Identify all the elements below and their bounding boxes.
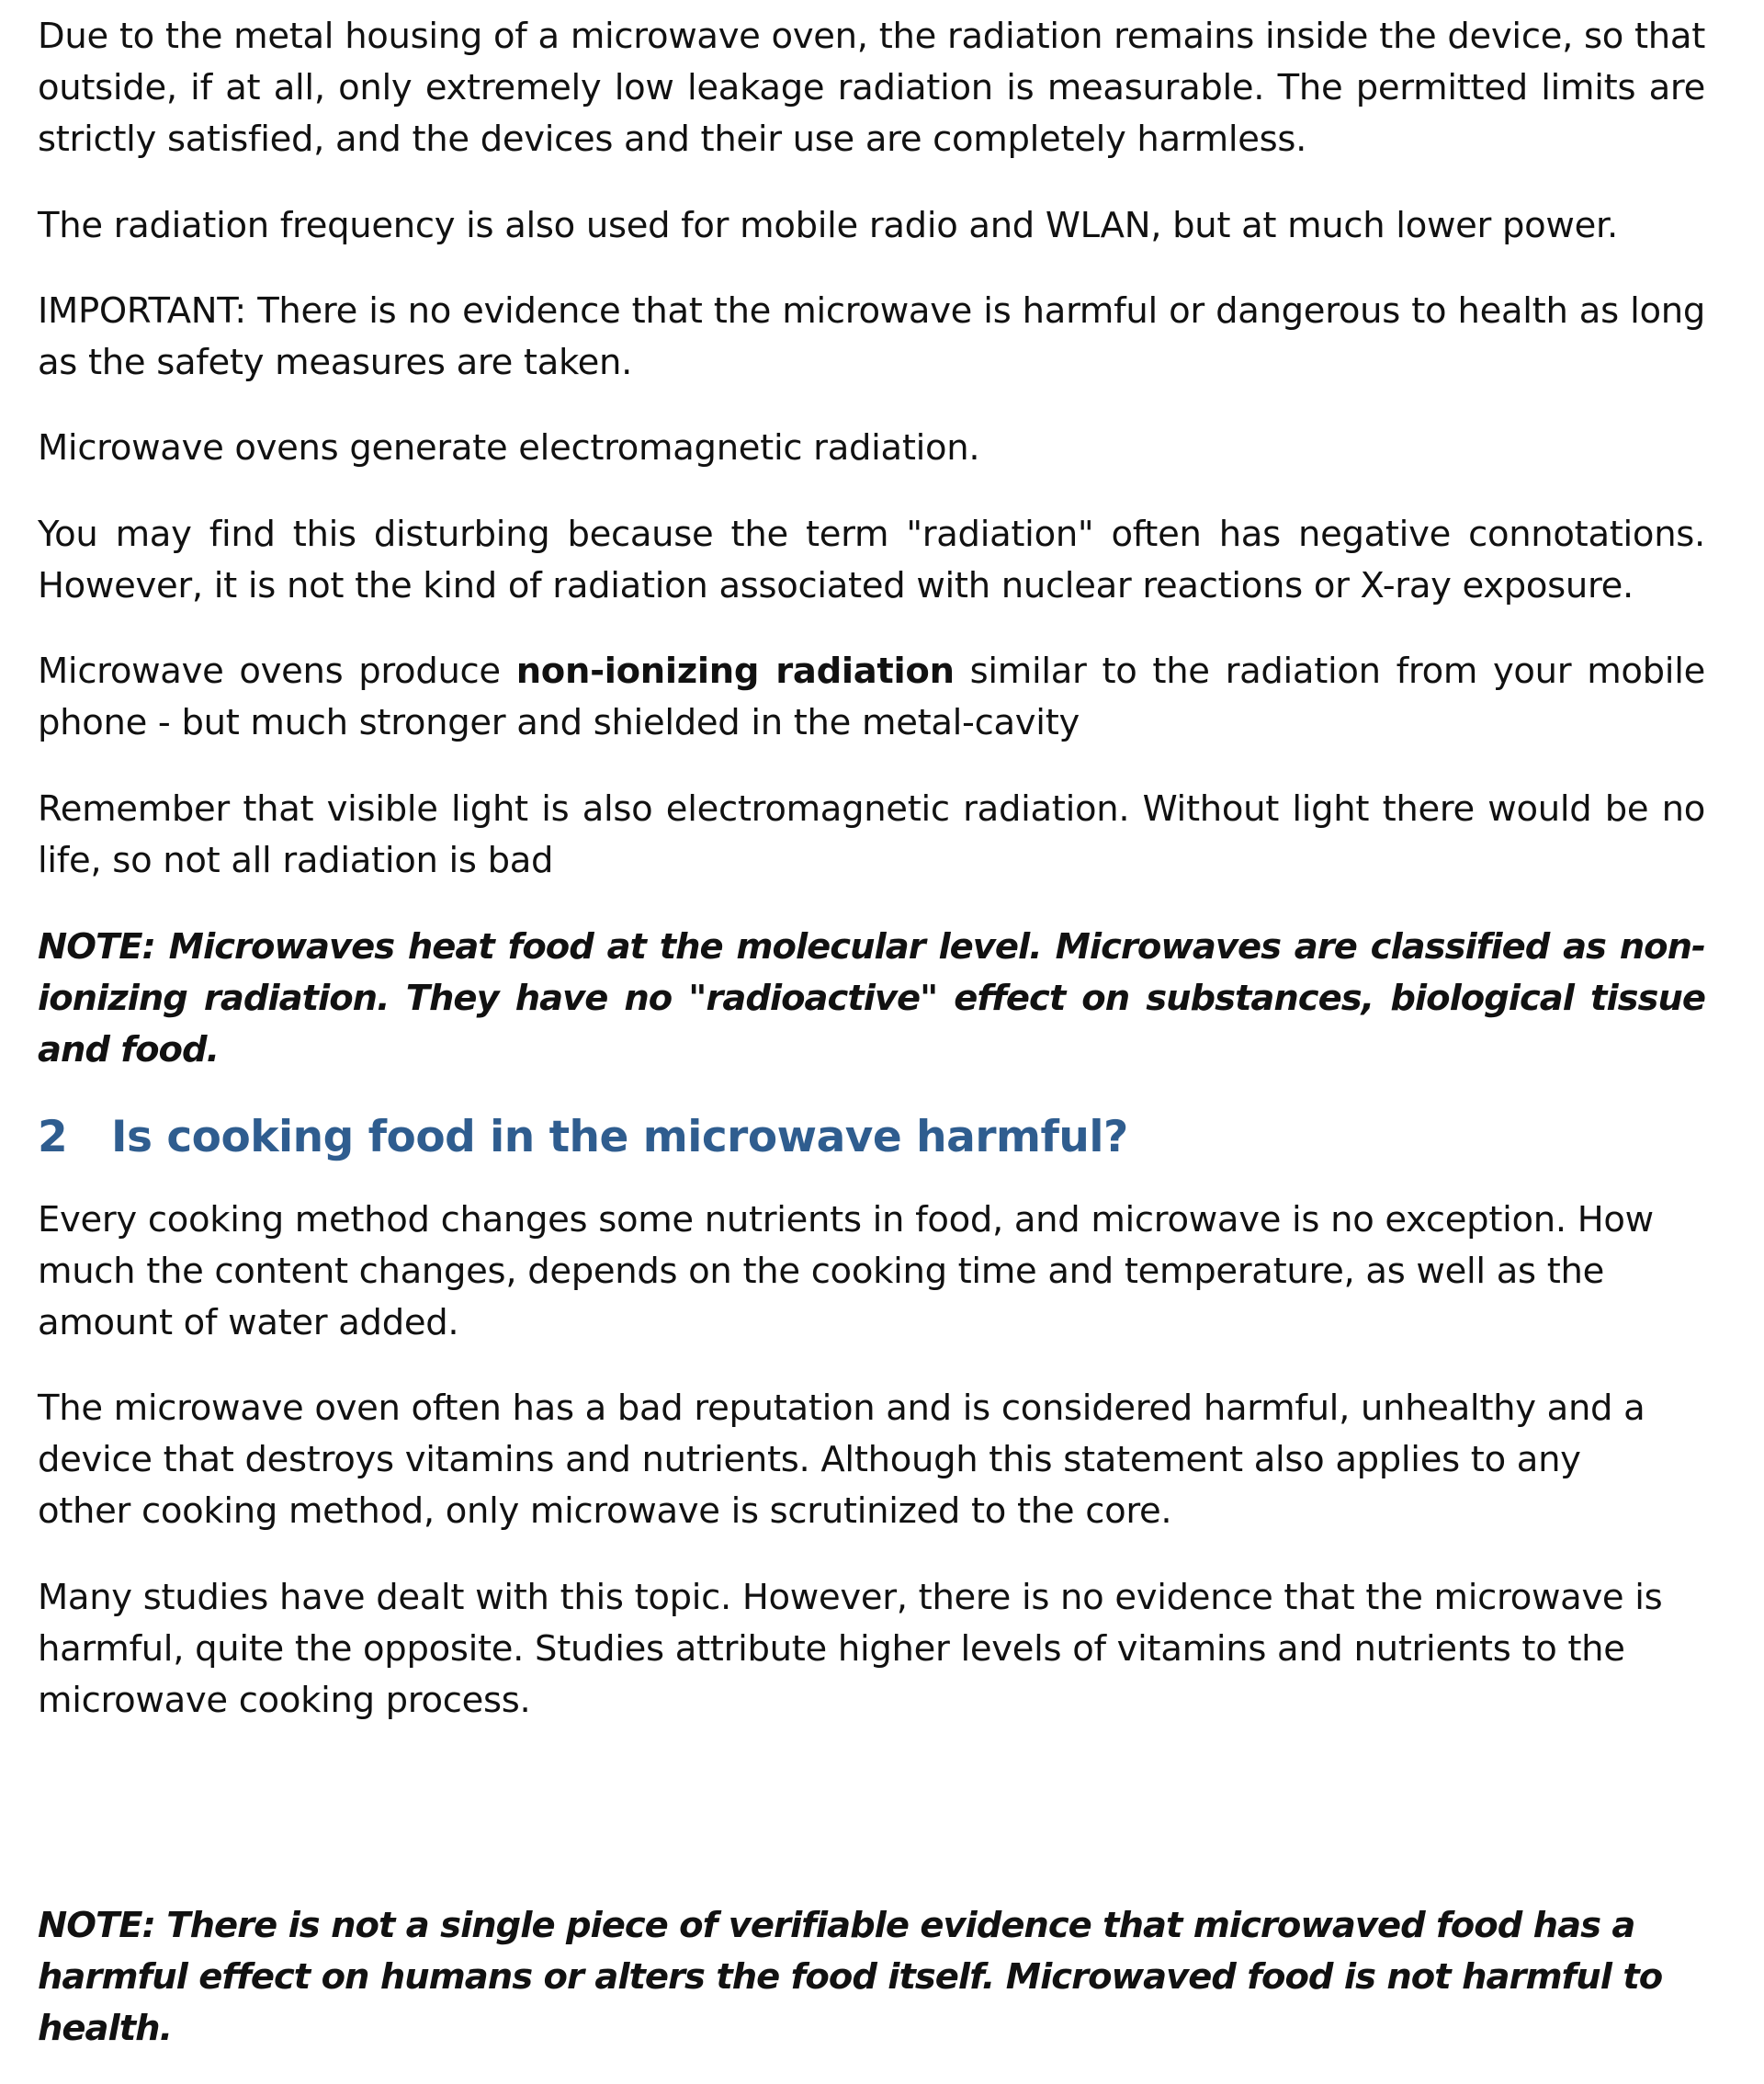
section-heading: [38, 1110, 1705, 1165]
paragraph-disturbing: You may find this disturbing because the term "radiation" often has negative connotations. However, it is not the kind of radiation associated with nuclear reactions or X-ray exposure.: [38, 514, 1705, 606]
paragraph-cooking-method: Every cooking method changes some nutrients in food, and microwave is no exception. How much the content changes, depends on the cooking time and temperature, as well as the amount of water added.: [38, 1199, 1654, 1343]
paragraph-important: IMPORTANT: There is no evidence that the microwave is harmful or dangerous to health as long as the safety measures are taken.: [38, 290, 1705, 383]
paragraph-visible-light: Remember that visible light is also electromagnetic radiation. Without light there would be no life, so not all radiation is bad: [38, 788, 1705, 881]
section-number: 2: [38, 1112, 68, 1162]
paragraph-studies: Many studies have dealt with this topic. However, there is no evidence that the microwave is harmful, quite the opposite. Studies attribute higher levels of vitamins and nutrients to the microwave cooking process.: [38, 1577, 1663, 1721]
paragraph-non-ionizing-tail: similar to the radiation from your mobile phone - but much stronger and shielded in the metal-cavity: [38, 651, 1705, 743]
paragraph-radiation-frequency: The radiation frequency is also used for mobile radio and WLAN, but at much lower power.: [38, 205, 1618, 246]
paragraph-metal-housing: Due to the metal housing of a microwave oven, the radiation remains inside the device, so that outside, if at all, only extremely low leakage radiation is measurable. The permitted limits are strictly satisfied, and the devices and their use are completely harmless.: [38, 16, 1705, 160]
paragraph-generate-radiation: Microwave ovens generate electromagnetic radiation.: [38, 427, 980, 469]
paragraph-non-ionizing-lead: Microwave ovens produce: [38, 651, 516, 692]
paragraph-bad-reputation: The microwave oven often has a bad reputation and is considered harmful, unhealthy and a device that destroys vitamins and nutrients. Although this statement also applies to any other cooking method, only microwave is scrutinized to the core.: [38, 1387, 1645, 1532]
section-title: Is cooking food in the microwave harmful?: [111, 1112, 1128, 1162]
note-verifiable-evidence: NOTE: There is not a single piece of verifiable evidence that microwaved food has a harmful effect on humans or alters the food itself. Microwaved food is not harmful to health.: [38, 1905, 1663, 2049]
non-ionizing-emphasis: non-ionizing radiation: [515, 651, 955, 692]
paragraph-non-ionizing: [38, 646, 1705, 749]
note-molecular-level: NOTE: Microwaves heat food at the molecular level. Microwaves are classified as non-ionizing radiation. They have no "radioactive" effect on substances, biological tissue and food.: [38, 926, 1705, 1070]
